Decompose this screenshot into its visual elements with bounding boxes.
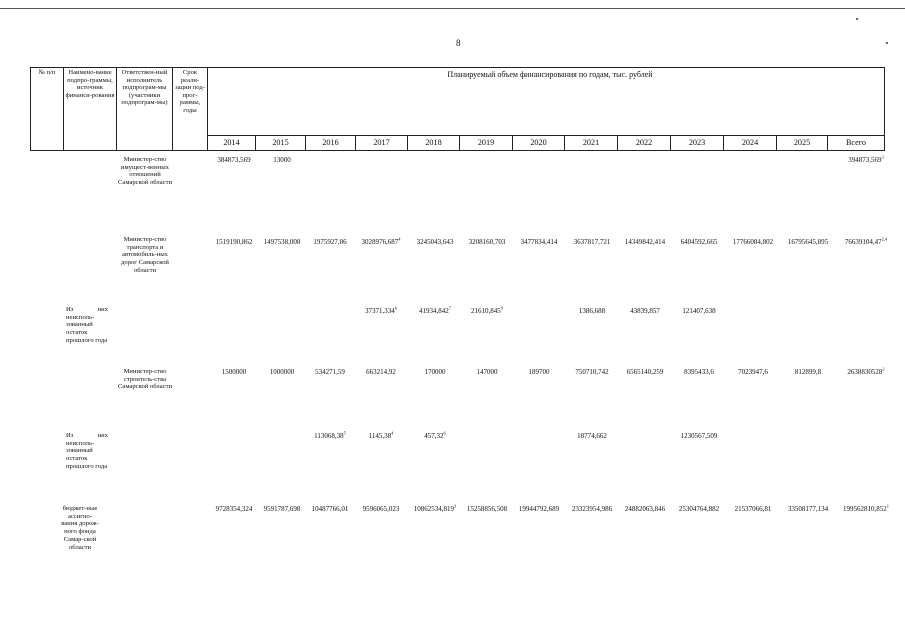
value-2014: 1500000 [221,368,247,376]
value-2025: 16795645,895 [787,238,829,246]
value-2018: 457,32$^6$ [424,430,446,440]
source-unused-balance: Из них неисполь-зованный остаток прошлого года [66,306,108,344]
value-2014: 1519190,862 [215,238,253,246]
value-2018: 10862534,819$^3$ [413,503,457,513]
year-2023: 2023 [671,136,724,151]
value-2015: 9591787,698 [263,505,301,513]
value-2016: 534271,59 [315,368,345,376]
year-2019: 2019 [460,136,513,151]
value-2021: 3637817,721 [573,238,611,246]
value-2021: 750710,742 [575,368,609,376]
header-no: № п/п [31,68,64,151]
value-2020: 189700 [528,368,550,376]
value-total: 199562810,852$^1$ [843,503,889,513]
executor-construction-ministry: Министер-ство строитель-ства Самарской области [118,368,172,391]
source-unused-balance: Из них неисполь-зованный остаток прошлого года [66,432,108,470]
year-2021: 2021 [565,136,618,151]
value-2016: 1975927,86 [313,238,347,246]
value-2017: 9596065,023 [362,505,400,513]
year-2018: 2018 [408,136,460,151]
value-2023: 1230567,509 [680,432,718,440]
value-2022: 43839,857 [630,307,660,315]
value-2017: 663214,92 [366,368,396,376]
year-2015: 2015 [256,136,306,151]
value-2021: 1386,688 [578,307,606,315]
value-2023: 8395433,6 [684,368,714,376]
year-2020: 2020 [513,136,565,151]
value-2016: 113068,38$^5$ [314,430,346,440]
value-2014: 9728354,324 [215,505,253,513]
value-2021: 18774,662 [577,432,607,440]
value-2016: 10487766,01 [311,505,349,513]
value-2019: 147000 [476,368,498,376]
page-number: 8 [456,38,461,48]
value-2018: 3245043,643 [416,238,454,246]
planned-financing-title: Планируемый объем финансирования по годам, тыс. рублей [447,70,653,79]
year-2022: 2022 [618,136,671,151]
year-2024: 2024 [724,136,777,151]
header-name: Наимено-вание подпро-граммы, источник финанси-рования [64,68,117,151]
header-period: Срок реали-зации под-прог-раммы, годы [173,68,208,151]
header-executor: Ответствен-ный исполнитель подпрограм-мы (участники подпрограм-мы) [117,68,173,151]
value-2025: 33508177,134 [787,505,829,513]
year-total: Всего [828,136,885,151]
scan-speck [886,42,888,44]
value-2015: 13000 [273,156,291,164]
year-2016: 2016 [306,136,356,151]
value-2023: 121407,638 [682,307,716,315]
value-total: 394873,569$^3$ [848,154,884,164]
value-2017: 3028976,687$^4$ [361,236,401,246]
value-2017: 1145,38$^4$ [368,430,394,440]
value-2024: 17766084,802 [732,238,774,246]
value-2022: 14349842,414 [624,238,666,246]
value-2023: 6404592,665 [680,238,718,246]
value-2020: 3477834,414 [520,238,558,246]
value-2015: 1000000 [269,368,295,376]
value-2021: 23323954,986 [571,505,613,513]
year-2014: 2014 [208,136,256,151]
value-2018: 170000 [424,368,446,376]
value-2014: 384873,569 [217,156,251,164]
value-2025: 812899,8 [794,368,822,376]
value-2022: 24882063,846 [624,505,666,513]
executor-transport-ministry: Министер-ство транспорта и автомобиль-ных дорог Самарской области [121,236,169,274]
source-road-fund: бюджет-ные ассигно-вания дорож-ного фонда Самар-ской области [61,505,99,551]
year-2017: 2017 [356,136,408,151]
value-total: 2638830528$^2$ [847,366,885,376]
value-2015: 1497538,008 [263,238,301,246]
year-2025: 2025 [777,136,828,151]
value-2019: 3208160,703 [468,238,506,246]
value-2023: 25304764,882 [678,505,720,513]
top-rule [0,8,905,9]
value-2022: 6565140,259 [626,368,664,376]
value-2017: 37371,334$^6$ [365,305,397,315]
scan-speck [856,18,858,20]
header-table [30,67,885,151]
value-2019: 15258856,508 [466,505,508,513]
value-2024: 21537066,81 [734,505,772,513]
executor-property-ministry: Министер-ство имущест-венных отношений Самарской области [118,156,172,187]
value-total: 76639104,47$^{2,4}$ [844,236,888,246]
value-2018: 41934,842$^7$ [419,305,451,315]
value-2020: 19944792,689 [518,505,560,513]
value-2024: 7023947,6 [738,368,768,376]
value-2019: 21610,845$^9$ [471,305,503,315]
